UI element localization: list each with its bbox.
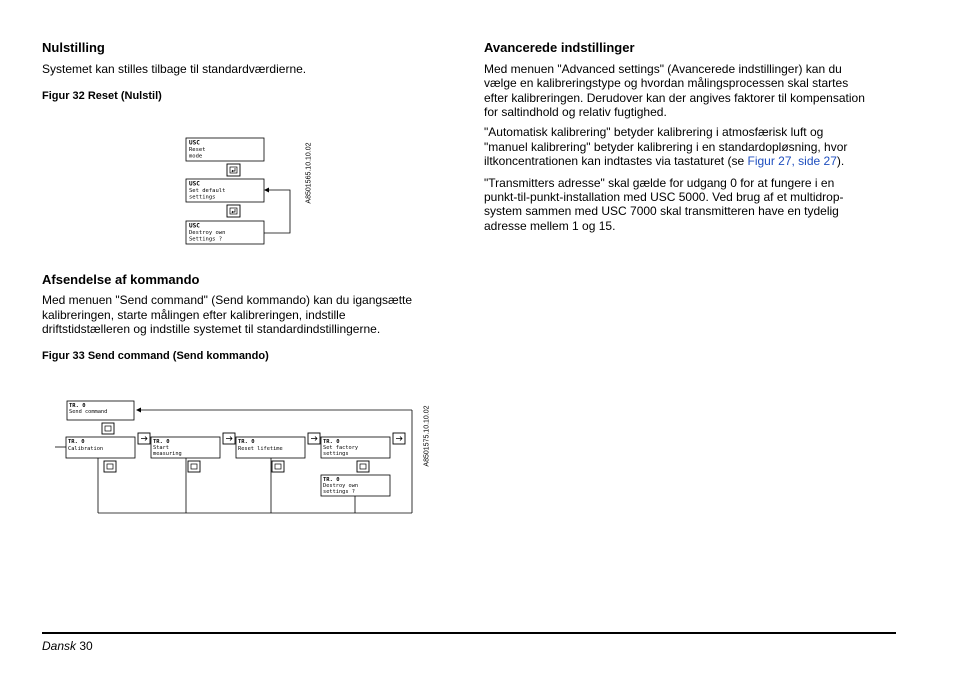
section-heading-nulstilling: Nulstilling [42,40,105,55]
footer [42,639,93,653]
right-arrow-key-icon [308,433,320,444]
menu-box-calibration [66,437,135,458]
para2-line-3 [484,154,844,169]
menu-box-set-factory-settings [321,437,390,458]
menu-box-reset-mode [186,138,264,161]
footer-rule [42,632,896,634]
svg-text:TR. 0: TR. 0 [238,439,255,445]
figure-27-link[interactable]: Figur 27, side 27 [747,154,837,168]
figure-32-caption: Figur 32 Reset (Nulstil) [42,90,162,102]
enter-key-icon [272,461,284,472]
afsendelse-line-3: driftstidstælleren og indstille systemet til standardindstillingerne. [42,322,381,336]
svg-text:measuring: measuring [153,451,182,457]
para1-line-4: for saltindhold og relativ fugtighed. [484,105,667,119]
menu-box-destroy-own-settings [321,475,390,496]
para2-line-2: "manuel kalibrering" betyder kalibrering i en standardopløsning, hvor [484,140,848,154]
para3-line-2: punkt-til-punkt-installation med USC 5000. Ved brug af et multidrop- [484,190,844,204]
para1-line-3: efter kalibreringen. Derudover kan der angives faktorer til kompensation [484,91,865,105]
svg-text:Destroy own: Destroy own [189,230,226,236]
nulstilling-text: Systemet kan stilles tilbage til standardværdierne. [42,62,307,76]
svg-text:Send command: Send command [69,409,108,415]
para3-line-4: adresse mellem 1 og 15. [484,219,616,233]
svg-text:Destroy own: Destroy own [323,483,359,489]
para2-text: iltkoncentrationen kan indtastes via tastaturet (se [484,154,748,168]
figure-33-send-command-diagram [55,398,415,518]
svg-text:Settings ?: Settings ? [189,236,223,243]
para2-text-end: ). [836,154,845,168]
svg-text:TR. 0: TR. 0 [323,477,340,483]
return-arrow [264,188,290,234]
svg-text:TR. 0: TR. 0 [153,439,170,445]
para2-line-1: "Automatisk kalibrering" betyder kalibrering i atmosfærisk luft og [484,125,824,139]
menu-box-send-command [67,401,134,420]
svg-text:USC: USC [189,222,200,230]
menu-box-start-measuring [151,437,220,458]
menu-box-reset-lifetime [236,437,305,458]
svg-text:TR. 0: TR. 0 [323,439,340,445]
svg-text:Reset lifetime: Reset lifetime [238,446,283,452]
enter-key-icon [357,461,369,472]
enter-key-icon [104,461,116,472]
svg-text:TR. 0: TR. 0 [68,439,85,445]
para1-line-1: Med menuen "Advanced settings" (Avancerede indstillinger) kan du [484,62,842,76]
svg-text:Reset: Reset [189,147,206,153]
section-heading-afsendelse: Afsendelse af kommando [42,272,200,287]
afsendelse-line-1: Med menuen "Send command" (Send kommando) kan du igangsætte [42,293,413,307]
svg-text:Set factory: Set factory [323,445,359,451]
footer-page-number: 30 [79,639,93,653]
svg-text:mode: mode [189,153,203,160]
para3-line-1: "Transmitters adresse" skal gælde for udgang 0 for at fungere i en [484,176,835,190]
svg-text:settings: settings [189,194,216,201]
enter-key-icon [227,205,240,217]
para1-line-2: vælge en kalibreringstype og hvordan målingsprocessen skal startes [484,76,849,90]
svg-text:USC: USC [189,180,200,188]
figure-33-caption: Figur 33 Send command (Send kommando) [42,350,269,362]
right-arrow-key-icon [393,433,405,444]
enter-key-icon [102,423,114,434]
right-arrow-key-icon [223,433,235,444]
svg-text:Start: Start [153,445,169,451]
svg-text:Calibration: Calibration [68,446,104,452]
section-heading-avancerede: Avancerede indstillinger [484,40,635,55]
svg-text:settings: settings [323,451,349,457]
figure-33-code: A8501575.10.10.02 [423,405,431,467]
para3-line-3: system sammen med USC 7000 skal transmitteren have en tydelig [484,204,839,218]
svg-text:TR. 0: TR. 0 [69,403,86,409]
footer-language: Dansk [42,639,77,653]
svg-text:USC: USC [189,139,200,147]
menu-box-set-default-settings [186,179,264,202]
menu-box-destroy-own-settings [186,221,264,244]
enter-key-icon [188,461,200,472]
afsendelse-line-2: kalibreringen, starte målingen efter kalibreringen, indstille [42,308,346,322]
svg-text:settings ?: settings ? [323,489,355,495]
right-arrow-key-icon [138,433,150,444]
enter-key-icon [227,164,240,176]
svg-text:Set default: Set default [189,188,226,194]
figure-32-code: A8501565.10.10.02 [305,142,313,204]
